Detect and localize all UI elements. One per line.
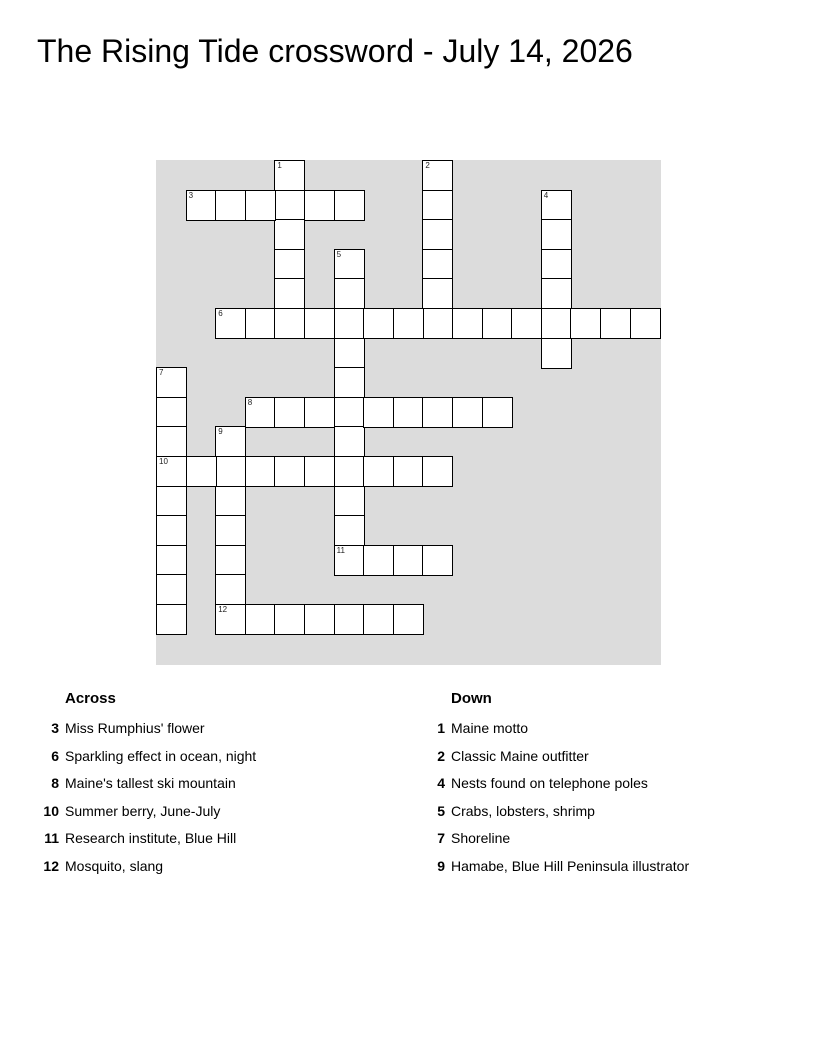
clue-number: 10 [43, 802, 59, 819]
grid-cell[interactable] [156, 367, 187, 398]
clue-text: Nests found on telephone poles [451, 775, 648, 792]
cell-number: 1 [277, 161, 282, 170]
clue-number: 7 [437, 830, 445, 847]
clue-text: Crabs, lobsters, shrimp [451, 802, 595, 819]
grid-cell[interactable] [363, 397, 394, 428]
clue-text: Maine's tallest ski mountain [65, 775, 236, 792]
grid-cell[interactable] [215, 574, 246, 605]
clue-item[interactable] [416, 718, 806, 746]
cell-number: 5 [336, 249, 342, 259]
clue-number: 5 [437, 802, 445, 819]
grid-cell[interactable] [156, 604, 187, 635]
cell-number: 4 [543, 190, 549, 200]
grid-cell[interactable] [245, 456, 276, 487]
grid-cell[interactable] [334, 545, 365, 576]
grid-cell[interactable] [511, 308, 542, 339]
grid-cell[interactable] [274, 278, 305, 309]
grid-cell[interactable] [482, 397, 513, 428]
grid-cell[interactable] [215, 545, 246, 576]
grid-cell[interactable] [393, 604, 424, 635]
grid-cell[interactable] [541, 219, 572, 250]
grid-cell[interactable] [245, 190, 276, 221]
grid-cell[interactable] [363, 456, 394, 487]
clue-text: Mosquito, slang [65, 857, 164, 874]
cell-number: 9 [218, 427, 223, 437]
clue-text: Shoreline [451, 830, 511, 847]
grid-cell[interactable] [393, 456, 424, 487]
grid-cell[interactable] [363, 545, 394, 576]
clue-item[interactable] [30, 801, 410, 829]
grid-cell[interactable] [215, 486, 246, 517]
down-heading: Down [451, 690, 492, 707]
grid-cell[interactable] [600, 308, 631, 339]
grid-cell[interactable] [156, 545, 187, 576]
clue-item[interactable] [30, 746, 410, 774]
grid-cell[interactable] [215, 456, 246, 487]
grid-cell[interactable] [422, 160, 453, 191]
grid-cell[interactable] [156, 574, 187, 605]
cell-number: 11 [336, 545, 345, 555]
grid-cell[interactable] [334, 249, 365, 280]
grid-cell[interactable] [422, 456, 453, 487]
clue-number: 12 [43, 857, 59, 874]
clue-number: 6 [51, 747, 59, 764]
grid-cell[interactable] [245, 604, 276, 635]
grid-cell[interactable] [274, 604, 305, 635]
cell-number: 2 [425, 161, 430, 170]
grid-cell[interactable] [274, 219, 305, 250]
cell-number: 3 [188, 190, 194, 200]
grid-cell[interactable] [334, 426, 365, 457]
crossword-grid [156, 160, 661, 665]
clue-item[interactable] [30, 718, 410, 746]
clue-text: Hamabe, Blue Hill Peninsula illustrator [451, 857, 690, 874]
grid-cell[interactable] [245, 397, 276, 428]
grid-cell[interactable] [630, 308, 661, 339]
clue-number: 8 [51, 775, 59, 792]
grid-cell[interactable] [393, 308, 424, 339]
clue-number: 9 [437, 857, 445, 874]
grid-cell[interactable] [274, 308, 305, 339]
clue-number: 3 [51, 720, 59, 736]
grid-cell[interactable] [274, 160, 305, 191]
grid-cell[interactable] [156, 486, 187, 517]
grid-cell[interactable] [334, 397, 365, 428]
across-clues [30, 688, 410, 884]
clue-item[interactable] [416, 801, 806, 829]
grid-cell[interactable] [334, 190, 365, 221]
clue-text: Summer berry, June-July [65, 802, 221, 819]
grid-cell[interactable] [541, 338, 572, 369]
clue-item[interactable] [30, 828, 410, 856]
clue-item[interactable] [416, 856, 806, 884]
grid-cell[interactable] [304, 190, 335, 221]
clue-number: 11 [44, 830, 59, 847]
grid-cell[interactable] [186, 190, 217, 221]
cell-number: 6 [218, 309, 223, 318]
clue-item[interactable] [30, 856, 410, 884]
clue-text: Sparkling effect in ocean, night [65, 747, 257, 764]
grid-cell[interactable] [334, 456, 365, 487]
grid-cell[interactable] [541, 190, 572, 221]
clue-number: 4 [437, 775, 445, 792]
grid-cell[interactable] [452, 397, 483, 428]
grid-cell[interactable] [393, 545, 424, 576]
clue-text: Classic Maine outfitter [451, 747, 589, 764]
grid-cell[interactable] [304, 397, 335, 428]
grid-cell[interactable] [215, 308, 246, 339]
grid-cell[interactable] [422, 249, 453, 280]
grid-cell[interactable] [334, 338, 365, 369]
grid-cell[interactable] [422, 308, 453, 339]
grid-cell[interactable] [156, 456, 187, 487]
grid-cell[interactable] [334, 278, 365, 309]
grid-cell[interactable] [334, 515, 365, 546]
grid-cell[interactable] [304, 604, 335, 635]
across-heading: Across [65, 690, 116, 707]
grid-cell[interactable] [274, 456, 305, 487]
grid-cell[interactable] [541, 278, 572, 309]
grid-cell[interactable] [422, 278, 453, 309]
clue-item[interactable] [416, 773, 806, 801]
cell-number: 12 [218, 605, 228, 614]
grid-cell[interactable] [541, 308, 572, 339]
grid-cell[interactable] [541, 249, 572, 280]
grid-cell[interactable] [334, 604, 365, 635]
clue-text: Miss Rumphius' flower [65, 720, 205, 736]
grid-cell[interactable] [570, 308, 601, 339]
clue-item[interactable] [416, 828, 806, 856]
grid-cell[interactable] [156, 426, 187, 457]
clue-text: Research institute, Blue Hill [65, 830, 237, 847]
grid-cell[interactable] [334, 367, 365, 398]
clue-item[interactable] [416, 746, 806, 774]
grid-cell[interactable] [215, 515, 246, 546]
down-clues [416, 688, 806, 884]
grid-cell[interactable] [363, 308, 394, 339]
grid-cell[interactable] [186, 456, 217, 487]
page-title: The Rising Tide crossword - July 14, 2026 [37, 33, 633, 69]
grid-cell[interactable] [482, 308, 513, 339]
grid-cell[interactable] [363, 604, 394, 635]
clue-number: 2 [437, 747, 445, 764]
grid-cell[interactable] [422, 397, 453, 428]
grid-cell[interactable] [422, 190, 453, 221]
grid-cell[interactable] [304, 308, 335, 339]
grid-cell[interactable] [274, 397, 305, 428]
grid-cell[interactable] [215, 426, 246, 457]
grid-cell[interactable] [304, 456, 335, 487]
grid-cell[interactable] [215, 604, 246, 635]
grid-cell[interactable] [156, 397, 187, 428]
grid-cell[interactable] [274, 190, 305, 221]
clue-item[interactable] [30, 773, 410, 801]
grid-cell[interactable] [215, 190, 246, 221]
cell-number: 10 [159, 457, 168, 466]
grid-cell[interactable] [156, 515, 187, 546]
grid-cell[interactable] [334, 486, 365, 517]
grid-cell[interactable] [245, 308, 276, 339]
grid-cell[interactable] [274, 249, 305, 280]
grid-cell[interactable] [334, 308, 365, 339]
grid-cell[interactable] [452, 308, 483, 339]
clue-number: 1 [437, 720, 445, 736]
grid-cell[interactable] [422, 545, 453, 576]
cell-number: 7 [159, 368, 164, 378]
clue-text: Maine motto [451, 720, 529, 736]
grid-cell[interactable] [393, 397, 424, 428]
grid-cell[interactable] [422, 219, 453, 250]
cell-number: 8 [247, 397, 253, 407]
